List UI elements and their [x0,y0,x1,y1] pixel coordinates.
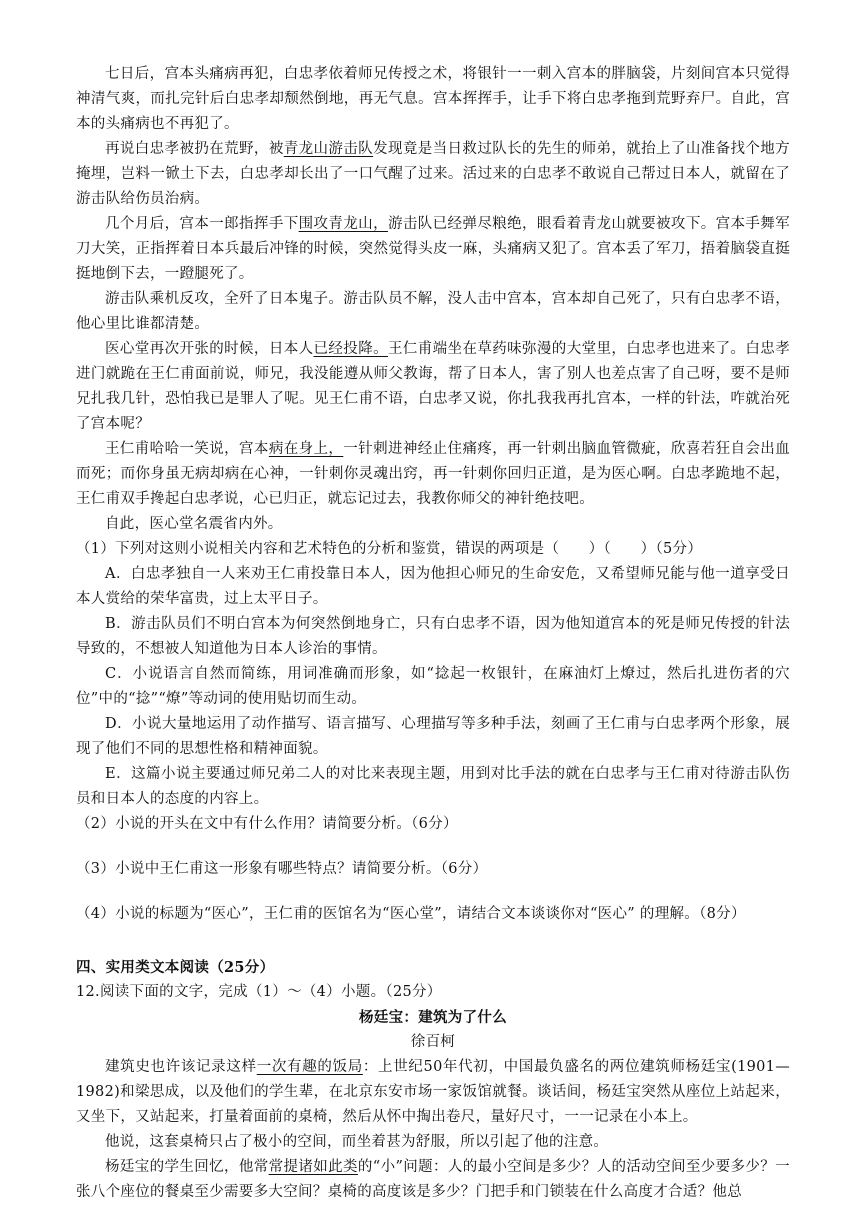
question-4: （4）小说的标题为“医心”，王仁甫的医馆名为“医心堂”，请结合文本谈谈你对“医心” 的理解。（8分） [76,906,746,922]
question-2: （2）小说的开头在文中有什么作用？请简要分析。（6分） [76,816,458,832]
underlined-phrase: 已经投降。 [313,341,388,357]
story-paragraph-5: 医心堂再次开张的时候，日本人已经投降。王仁甫端坐在草药味弥漫的大堂里，白忠孝也进来了。白忠孝进门就跪在王仁甫面前说，师兄，我没能遵从师父教诲，帮了日本人，害了别人也差点害了自己呀，要不是师兄扎我几针，恐怕我已是罪人了呢。见王仁甫不语，白忠孝又说，你扎我我再扎宫本，一样的针法，咋就治死了宫本呢？ [76,341,791,432]
option-e: E．这篇小说主要通过师兄弟二人的对比来表现主题，用到对比手法的就在白忠孝与王仁甫对待游击队伤员和日本人的态度的内容上。 [76,766,790,807]
question-12: 12.阅读下面的文字，完成（1）～（4）小题。（25分） [76,984,442,1000]
underlined-phrase: 常提诸如此类 [268,1159,358,1175]
question-1: （1）下列对这则小说相关内容和艺术特色的分析和鉴赏，错误的两项是（ ）（ ）（5分） [76,541,703,557]
underlined-phrase: 病在身上， [268,441,344,457]
underlined-phrase: 一次有趣的饭局 [256,1059,363,1075]
story-paragraph-2: 再说白忠孝被扔在荒野，被青龙山游击队发现竟是当日救过队长的先生的师弟，就抬上了山准备找个地方掩埋，岂料一锨土下去，白忠孝却长出了一口气醒了过来。活过来的白忠孝不敢说自己帮过日本人，就留在了游击队给伤员治病。 [76,141,790,207]
option-b: B．游击队员们不明白宫本为何突然倒地身亡，只有白忠孝不语，因为他知道宫本的死是师兄传授的针法导致的，不想被人知道他为日本人诊治的事情。 [76,616,790,657]
story-paragraph-4: 游击队乘机反攻，全歼了日本鬼子。游击队员不解，没人击中宫本，宫本却自己死了，只有白忠孝不语，他心里比谁都清楚。 [76,291,790,332]
story-paragraph-1: 七日后，宫本头痛病再犯，白忠孝依着师兄传授之术，将银针一一刺入宫本的胖脑袋，片刻间宫本只觉得神清气爽，而扎完针后白忠孝却颓然倒地，再无气息。宫本挥挥手，让手下将白忠孝拖到荒野弃尸。自此，宫本的头痛病也不再犯了。 [76,66,790,132]
section-heading: 四、实用类文本阅读（25分） [76,959,275,976]
option-d: D．小说大量地运用了动作描写、语言描写、心理描写等多种手法，刻画了王仁甫与白忠孝两个形象，展现了他们不同的思想性格和精神面貌。 [76,716,790,757]
story-paragraph-3: 几个月后，宫本一郎指挥手下围攻青龙山，游击队已经弹尽粮绝，眼看着青龙山就要被攻下。宫本手舞军刀大笑，正指挥着日本兵最后冲锋的时候，突然觉得头皮一麻，头痛病又犯了。宫本丢了军刀，捂着脑袋直挺挺地倒下去，一蹬腿死了。 [76,216,790,282]
underlined-phrase: 围攻青龙山， [298,216,388,232]
article-title: 杨廷宝：建筑为了什么 [359,1009,507,1026]
question-3: （3）小说中王仁甫这一形象有哪些特点？请简要分析。（6分） [76,861,488,877]
option-a: A．白忠孝独自一人来劝王仁甫投靠日本人，因为他担心师兄的生命安危，又希望师兄能与他一道享受日本人赏给的荣华富贵，过上太平日子。 [76,566,790,607]
option-c: C．小说语言自然而简练，用词准确而形象，如“捻起一枚银针，在麻油灯上燎过，然后扎进伤者的穴位”中的“捻”“燎”等动词的使用贴切而生动。 [76,666,790,707]
underlined-phrase: 青龙山游击队 [283,141,374,157]
article-paragraph-1: 建筑史也许该记录这样一次有趣的饭局：上世纪50年代初，中国最负盛名的两位建筑师杨廷宝(1901—1982)和梁思成，以及他们的学生辈，在北京东安市场一家饭馆就餐。谈话间，杨廷宝突然从座位上站起来，又坐下，又站起来，打量着面前的桌椅，然后从怀中掏出卷尺，量好尺寸，一一记录在小本上。 [76,1059,791,1125]
article-author: 徐百柯 [410,1034,456,1050]
story-paragraph-7: 自此，医心堂名震省内外。 [105,516,283,532]
story-paragraph-6: 王仁甫哈哈一笑说，宫本病在身上，一针刺进神经止住痛疼，再一针刺出脑血管微疵，欣喜若狂自会出血而死；而你身虽无病却病在心神，一针刺你灵魂出窍，再一针刺你回归正道，是为医心啊。白忠孝跪地不起，王仁甫双手搀起白忠孝说，心已归正，就忘记过去，我教你师父的神针绝技吧。 [76,441,790,507]
article-paragraph-3: 杨廷宝的学生回忆，他常常提诸如此类的“小”问题：人的最小空间是多少？人的活动空间至少要多少？一张八个座位的餐桌至少需要多大空间？桌椅的高度该是多少？门把手和门锁装在什么高度才合适？他总 [76,1159,790,1200]
article-paragraph-2: 他说，这套桌椅只占了极小的空间，而坐着甚为舒服，所以引起了他的注意。 [105,1134,609,1150]
